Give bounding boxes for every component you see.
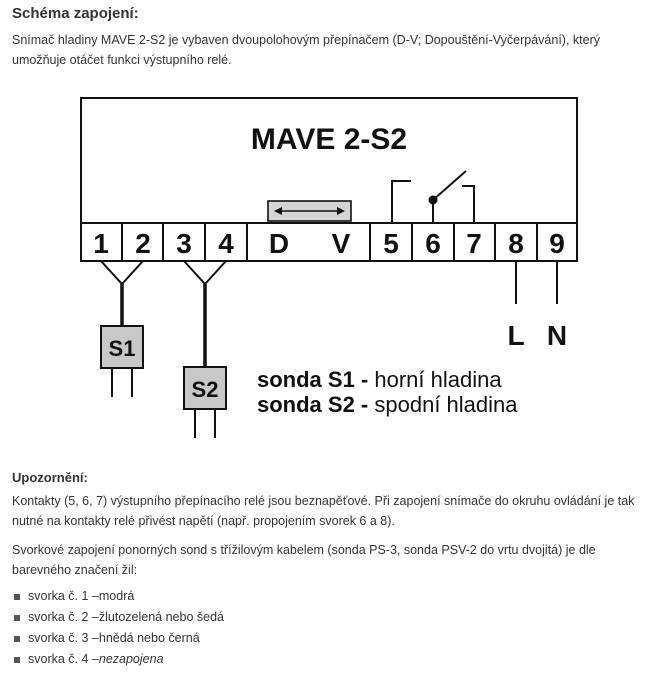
warning-heading: Upozornění: (12, 470, 88, 485)
wire-s1-fork (101, 261, 143, 284)
list-item-label: svorka č. 4 – (28, 652, 99, 666)
legend-s1: sonda S1 - horní hladina (257, 367, 502, 392)
relay-switch-arm (433, 171, 466, 200)
bullet-icon (14, 636, 20, 642)
device-title: MAVE 2-S2 (250, 123, 408, 156)
bullet-icon (14, 657, 20, 663)
terminal-color-list (12, 586, 224, 670)
probe-s2-label: S2 (191, 377, 219, 402)
terminal-4: 4 (218, 228, 234, 259)
warning-paragraph-2: Svorkové zapojení ponorných sond s třížilovým kabelem (sonda PS-3, sonda PSV-2 do vrtu dvojitá) je dle barevného značení žil: (12, 543, 596, 577)
bullet-icon (14, 594, 20, 600)
list-item-label: svorka č. 1 – (28, 589, 99, 603)
relay-pivot (429, 196, 438, 205)
list-item (12, 607, 224, 628)
list-item (12, 586, 224, 607)
list-item-value: hnědá nebo černá (98, 631, 200, 645)
list-item (12, 628, 224, 649)
relay-contact-5 (392, 181, 411, 223)
power-label-l: L (507, 320, 525, 351)
list-item (12, 649, 224, 670)
terminal-8: 8 (508, 228, 524, 259)
intro-text: Snímač hladiny MAVE 2-S2 je vybaven dvoupolohovým přepínačem (D-V; Dopouštění-Vyčerpávání), který umožňuje otáčet funkci výstupního relé. (12, 33, 601, 67)
terminal-6: 6 (425, 228, 441, 259)
list-item-value: nezapojena (98, 652, 164, 666)
power-label-n: N (546, 320, 568, 351)
terminal-v: V (331, 228, 351, 259)
list-item-value: modrá (98, 589, 135, 603)
terminal-5: 5 (383, 228, 399, 259)
wire-s2-fork (184, 261, 226, 284)
list-item-value: žlutozelená nebo šedá (98, 610, 224, 624)
terminal-3: 3 (176, 228, 192, 259)
terminal-2: 2 (135, 228, 151, 259)
terminal-9: 9 (549, 228, 565, 259)
list-item-label: svorka č. 2 – (28, 610, 99, 624)
warning-paragraph-1: Kontakty (5, 6, 7) výstupního přepínacího relé jsou beznapěťové. Při zapojení snímače do okruhu ovládání je tak nutné na kontakty relé přivést napětí (např. propojením svorek 6 a 8). (12, 494, 635, 528)
legend-s2: sonda S2 - spodní hladina (257, 392, 518, 417)
bullet-icon (14, 615, 20, 621)
relay-contact-7 (462, 186, 474, 223)
schema-heading: Schéma zapojení: (12, 5, 139, 22)
probe-s1-label: S1 (108, 336, 136, 361)
terminal-d: D (268, 228, 290, 259)
terminal-1: 1 (93, 228, 109, 259)
terminal-7: 7 (466, 228, 482, 259)
list-item-label: svorka č. 3 – (28, 631, 99, 645)
